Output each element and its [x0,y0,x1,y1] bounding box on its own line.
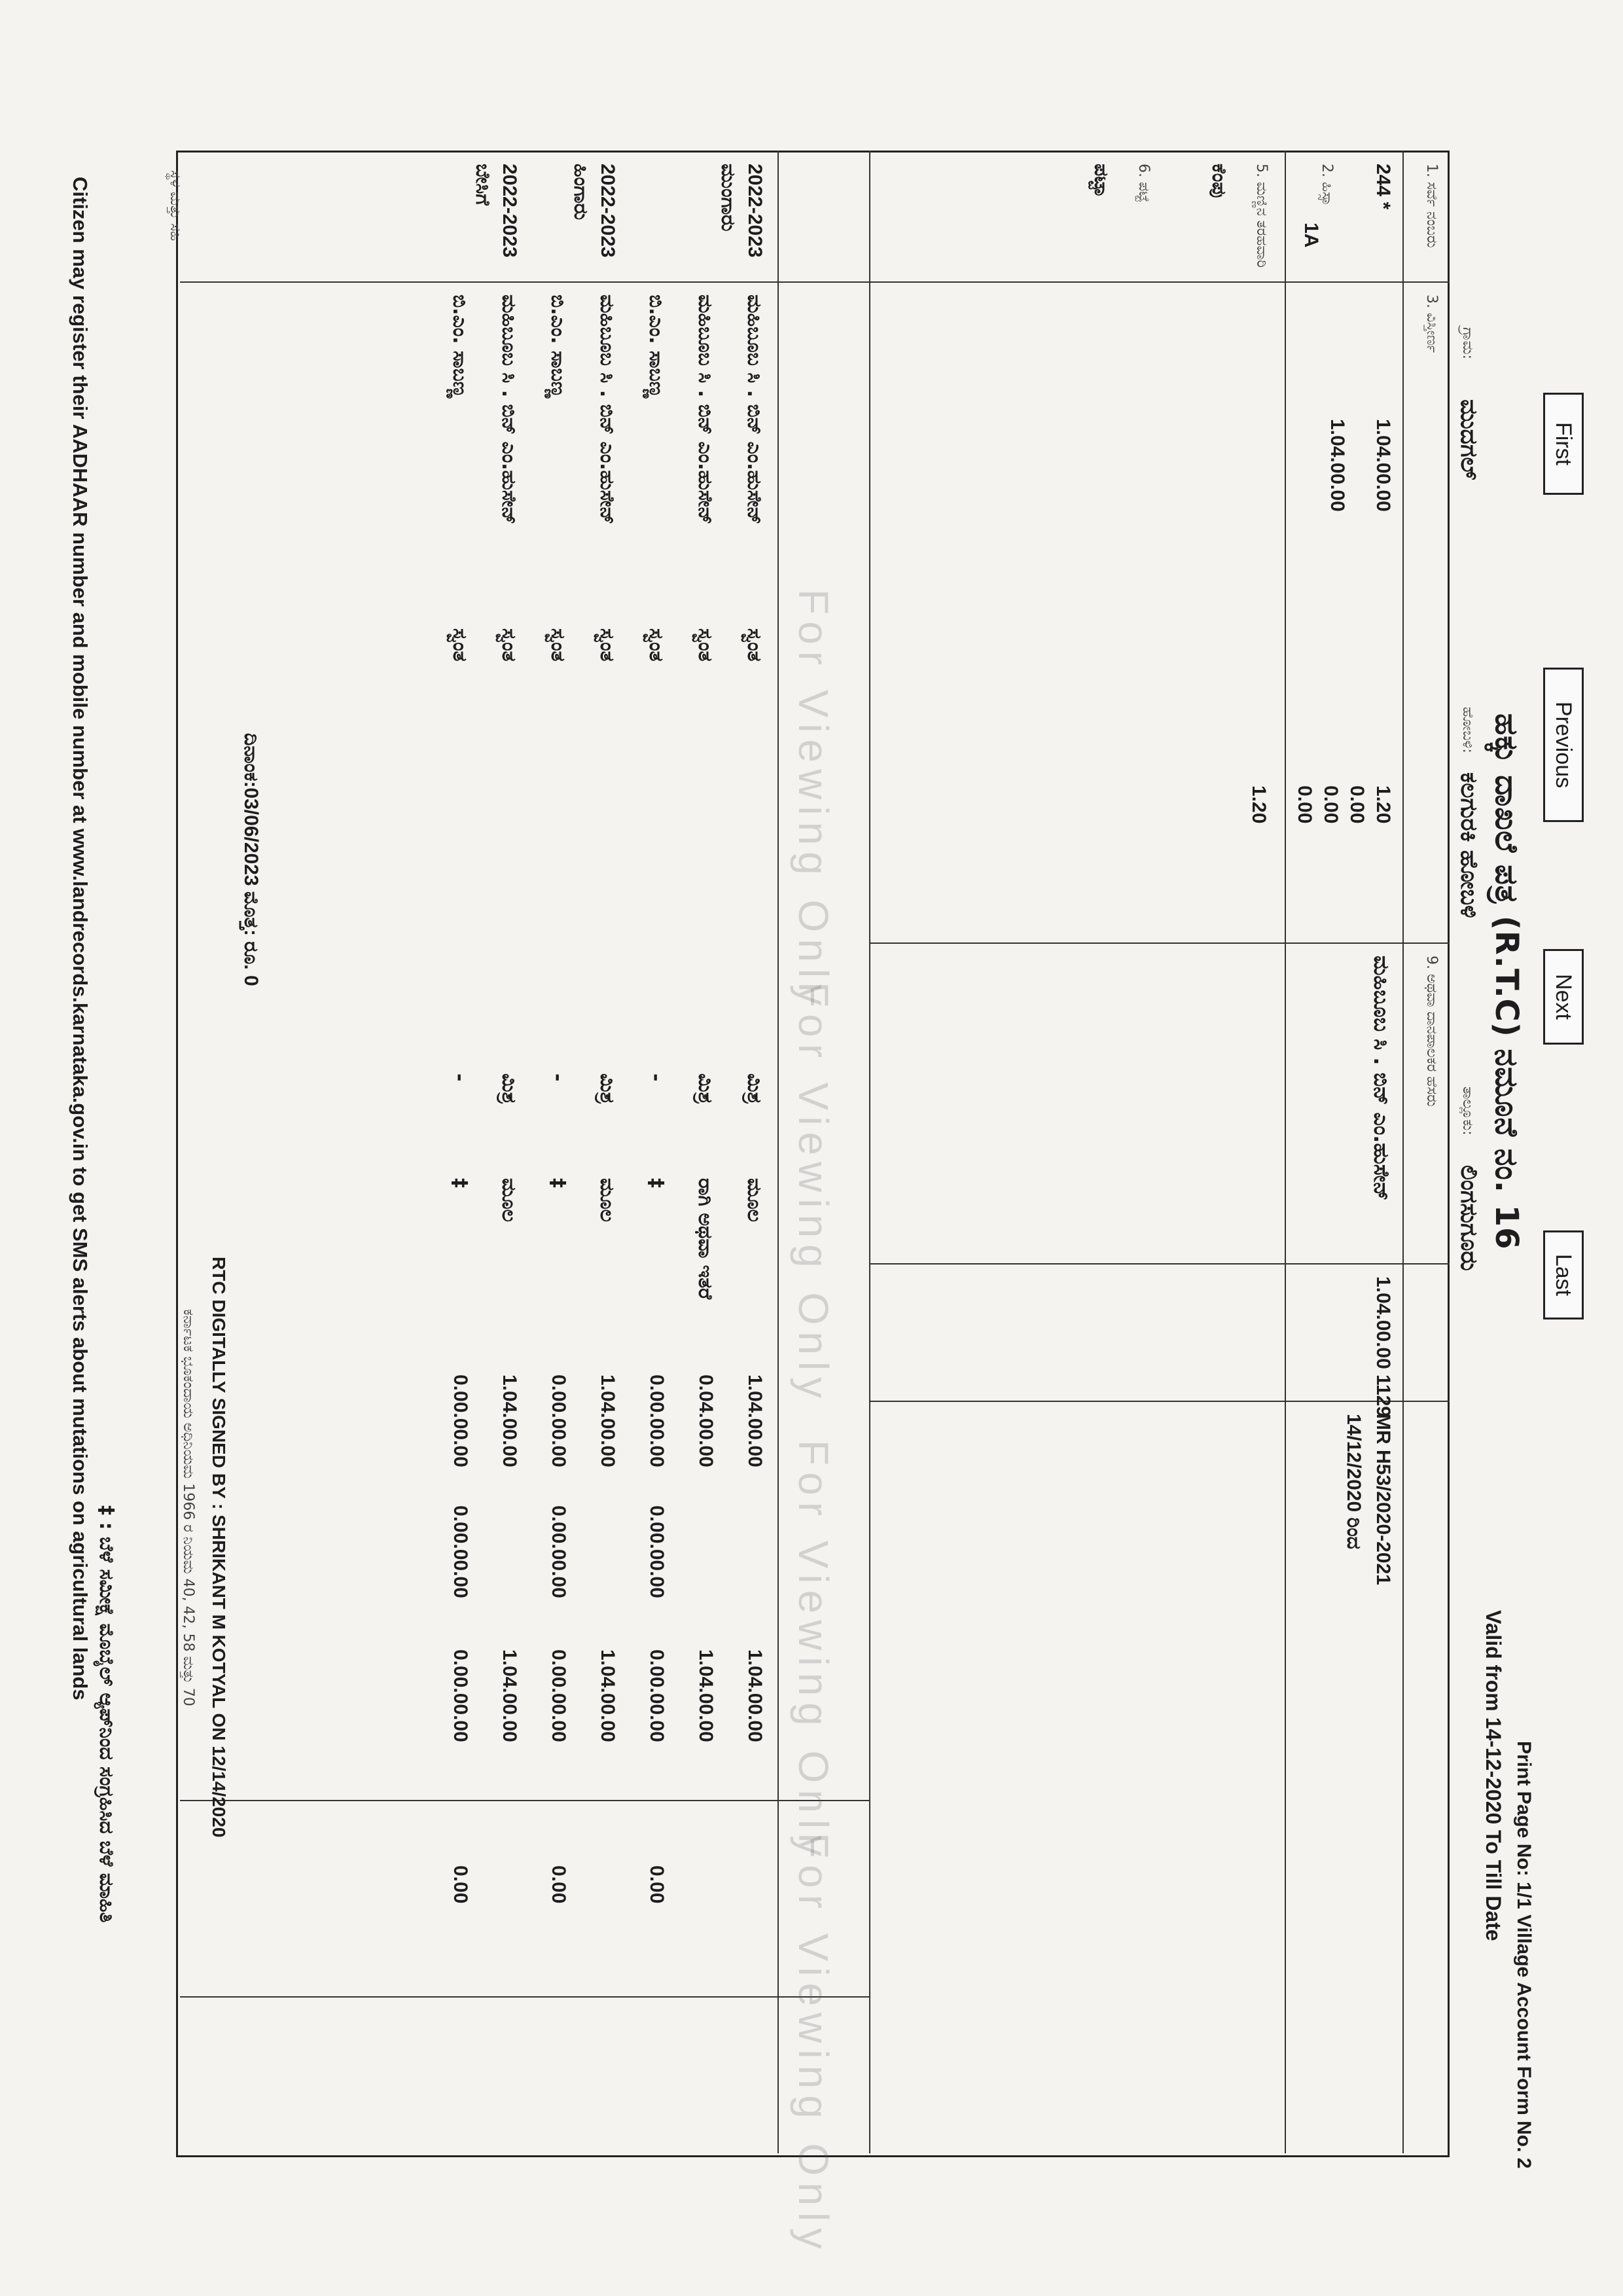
owner-extent: 1.04.00.00 [1372,1276,1394,1369]
previous-button[interactable]: Previous [1543,668,1584,822]
crop-cell-col8: - [448,1073,471,1082]
crop-cell-type: ಸ್ವಂತ [497,628,520,662]
crop-cell-type: ಸ್ವಂತ [743,628,766,662]
crop-cell-name: ಬಿ.ಎಂ. ಸಾಬಣ್ಣ [448,295,471,399]
area-total: 1.04.00.00 [1372,419,1394,512]
assessment-total: 1.20 [1248,785,1270,824]
crop-cell-year: 2022-2023 [744,164,766,258]
footer-date: ದಿನಾಂಕ:03/06/2023 ಮೊತ್ತ: ರೂ. 0 [240,733,262,986]
owner-label: 9. ಅಥವಾ ದಾನಪಾಲಕರ ಹೆಸರು [1423,956,1440,1107]
crop-cell-c10: 0.00.00.00 [646,1374,668,1467]
crop-cell-c12: 1.04.00.00 [695,1649,717,1742]
crop-cell-c10: 1.04.00.00 [744,1374,766,1467]
survey-label: 1. ಸರ್ವೆ ನಂಬರು [1423,164,1440,248]
crop-cell-year: 2022-2023 [597,164,618,258]
crop-cell-col8: ಮಿಶ್ರ [743,1073,766,1104]
village-value: ಮುದಗಲ್ [1455,399,1482,480]
owner-name: ಮಹಿಬೂಬ ಸಿ . ಬಿನ್ ಎಂ.ಹುಸೇನ್ [1369,956,1394,1201]
hissa-label: 2. ಹಿಸ್ಸಾ [1319,164,1335,206]
area-label: 3. ವಿಸ್ತೀರ್ಣ [1423,295,1440,353]
crop-cell-c14: 0.00 [646,1865,668,1904]
crop-cell-c14: 0.00 [450,1865,471,1904]
crop-cell-c11: 0.00.00.00 [450,1505,471,1598]
crop-cell-col8: ಮಿಶ್ರ [497,1073,520,1104]
valid-date-range: Valid from 14-12-2020 To Till Date [1482,1610,1505,1941]
crop-cell-col9: ರಾಗಿ ಅಥವಾ ಇತರೆ [694,1178,717,1300]
village-label: ಗ್ರಾಮ: [1459,327,1476,359]
crop-cell-c10: 0.00.00.00 [548,1374,569,1467]
crop-cell-col8: ಮಿಶ್ರ [694,1073,717,1104]
digital-signature: RTC DIGITALLY SIGNED BY : SHRIKANT M KOTYAL ON 12/14/2020 [209,1257,229,1838]
crop-cell-name: ಬಿ.ಎಂ. ಸಾಬಣ್ಣ [645,295,668,399]
watermark-text: For Viewing Only [790,589,837,1013]
crop-cell-name: ಬಿ.ಎಂ. ಸಾಬಣ್ಣ [546,295,569,399]
crop-cell-c10: 1.04.00.00 [499,1374,520,1467]
tenure-value: ಪಟ್ಟಾ [1090,164,1113,198]
crop-cell-col9: ಮೂಲ [596,1178,618,1223]
next-button[interactable]: Next [1543,949,1584,1045]
page-title: ಹಕ್ಕು ದಾಖಲೆ ಪತ್ರ (R.T.C) ನಮೂನೆ ನಂ. 16 [1488,713,1525,1250]
crop-cell-season: ಹಿಂಗಾರು [569,164,592,221]
crop-cell-season: ಬೇಸಿಗೆ [471,164,494,206]
crop-cell-c10: 0.00.00.00 [450,1374,471,1467]
mutation-date: 14/12/2020 ರಿಂದ [1343,1414,1364,1549]
crop-cell-c10: 0.04.00.00 [695,1374,717,1467]
crop-cell-col9: ಮೂಲ [743,1178,766,1223]
hissa-value: 1A [1300,223,1322,248]
crop-cell-type: ಸ್ವಂತ [546,628,569,662]
hobli-label: ಹೋಬಳಿ: [1459,707,1476,753]
soil-label: 5. ಮಣ್ಣಿನ ತರಹವಾರಿ [1253,164,1270,268]
watermark-text: For Viewing Only [790,1833,837,2256]
crop-cell-c12: 1.04.00.00 [597,1649,618,1742]
tenure-label: 6. ಪಟ್ಟೆ [1135,164,1152,202]
crop-cell-type: ಸ್ವಂತ [448,628,471,662]
watermark-text: For Viewing Only [790,982,837,1405]
crop-cell-c10: 1.04.00.00 [597,1374,618,1467]
crop-cell-type: ಸ್ವಂತ [694,628,717,662]
crop-cell-c12: 0.00.00.00 [646,1649,668,1742]
print-page-label: Print Page No: 1/1 Village Account Form No. 2 [1513,1741,1535,2169]
crop-cell-c12: 0.00.00.00 [548,1649,569,1742]
first-button[interactable]: First [1543,393,1584,495]
mutation-ref: MR H53/2020-2021 [1372,1414,1394,1585]
crop-cell-season: ಮುಂಗಾರು [717,164,740,232]
crop-cell-c12: 1.04.00.00 [499,1649,520,1742]
crop-cell-year: 2022-2023 [499,164,520,258]
crop-cell-col9: ‡ [546,1178,569,1188]
soil-value: ಕೆಂಪು [1207,164,1230,198]
crop-cell-c12: 1.04.00.00 [744,1649,766,1742]
crop-cell-col8: - [645,1073,668,1082]
watermark-text: For Viewing Only [790,1440,837,1863]
area-cultivable: 1.04.00.00 [1327,419,1348,512]
survey-number: 244 * [1372,164,1394,210]
crop-cell-name: ಮಹಿಬೂಬ ಸಿ . ಬಿನ್ ಎಂ.ಹುಸೇನ್ [596,295,618,525]
crop-cell-col9: ಮೂಲ [497,1178,520,1223]
sign-place-label: ಸ್ಥಳ ಮತ್ತು ಸಹಿ [167,170,183,242]
crop-cell-col9: ‡ [645,1178,668,1188]
assessment-b: 0.00 [1320,785,1342,824]
crop-cell-c11: 0.00.00.00 [646,1505,668,1598]
assessment-a: 0.00 [1346,785,1368,824]
assessment-value: 1.20 [1372,785,1394,824]
hobli-value: ಕಲಗುರಕಿ ಹೋಬಳಿ [1455,772,1482,918]
crop-cell-type: ಸ್ವಂತ [596,628,618,662]
khata-number: 1129 [1372,1374,1394,1418]
crop-cell-type: ಸ್ವಂತ [645,628,668,662]
citizen-note: Citizen may register their AADHAAR number and mobile number at www.landrecords.karnataka.gov.in to get SMS alerts about mutations on agricultural lands [69,177,92,1700]
act-reference: ಕರ್ನಾಟಕ ಭೂಕಂದಾಯ ಅಧಿನಿಯಮ 1966 ರ ನಿಯಮ 40, 42, 58 ಮತ್ತು 70 [180,1309,196,1706]
taluk-label: ತಾಲ್ಲೂಕು: [1459,1086,1476,1136]
crop-cell-c11: 0.00.00.00 [548,1505,569,1598]
taluk-value: ಲಿಂಗಸುಗೂರು [1455,1165,1482,1271]
crop-cell-col8: - [546,1073,569,1082]
crop-cell-col8: ಮಿಶ್ರ [596,1073,618,1104]
crop-cell-c12: 0.00.00.00 [450,1649,471,1742]
last-button[interactable]: Last [1543,1230,1584,1319]
crop-cell-c14: 0.00 [548,1865,569,1904]
crop-cell-name: ಮಹಿಬೂಬ ಸಿ . ಬಿನ್ ಎಂ.ಹುಸೇನ್ [694,295,717,525]
crop-cell-name: ಮಹಿಬೂಬ ಸಿ . ಬಿನ್ ಎಂ.ಹುಸೇನ್ [497,295,520,525]
crop-cell-name: ಮಹಿಬೂಬ ಸಿ . ಬಿನ್ ಎಂ.ಹುಸೇನ್ [743,295,766,525]
assessment-c: 0.00 [1294,785,1315,824]
crop-survey-note: ‡ : ಬೆಳೆ ಸಮೀಕ್ಷೆ ಮೊಬೈಲ್ ಆ್ಯಪ್‌ನಿಂದ ಸಂಗ್ರಹಿಸಿದ ಬೆಳೆ ಮಾಹಿತಿ [95,1505,118,1923]
crop-cell-col9: ‡ [448,1178,471,1188]
